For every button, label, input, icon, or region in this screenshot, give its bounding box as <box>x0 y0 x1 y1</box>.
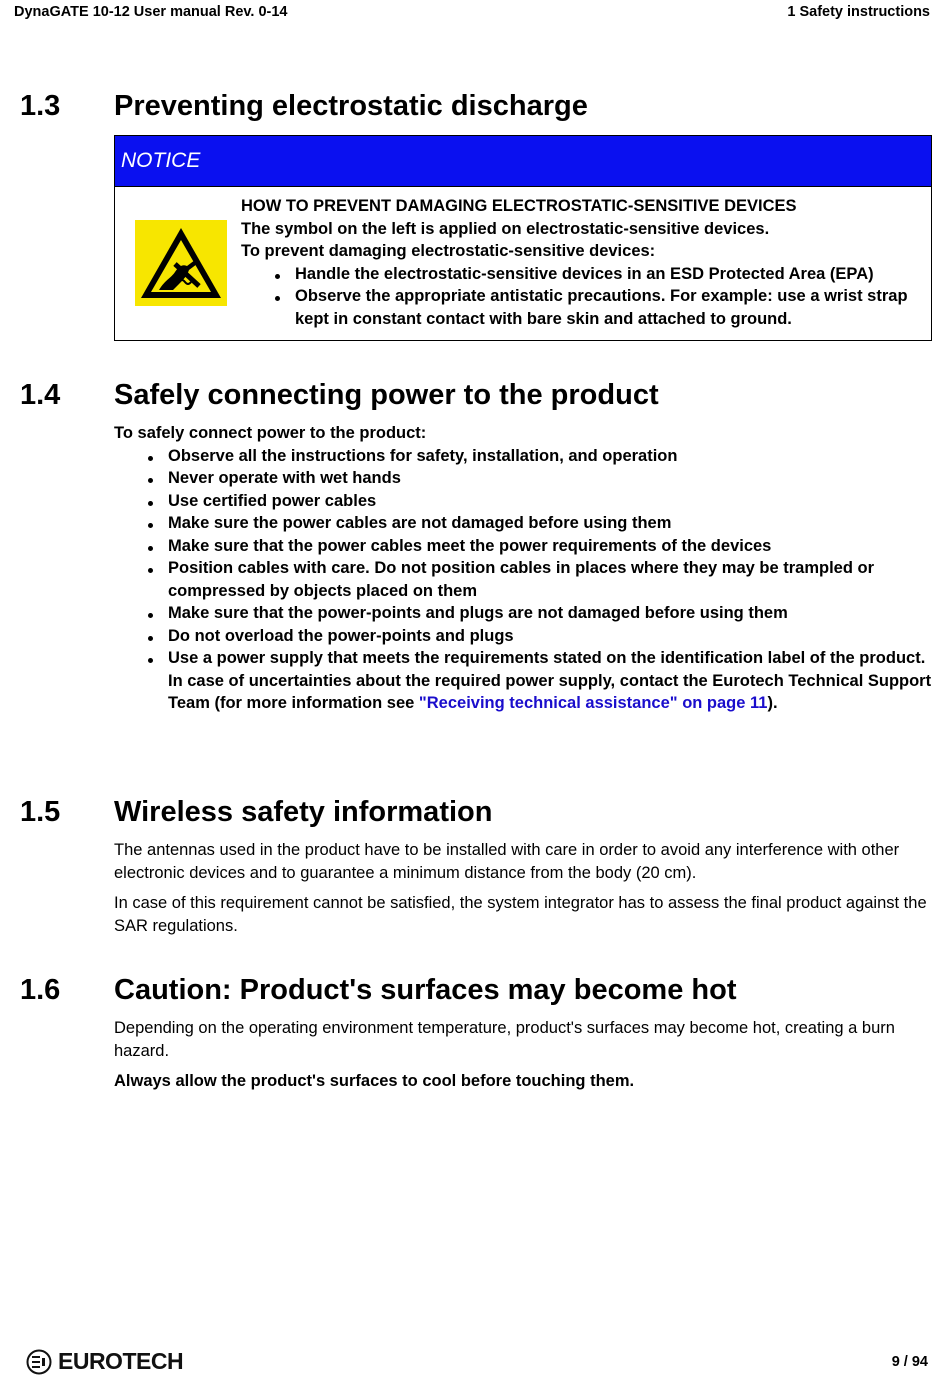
section-1-6 <box>20 973 932 1101</box>
list-item: Do not overload the power-points and plugs <box>114 625 932 648</box>
header-chapter: 1 Safety instructions <box>787 4 930 20</box>
list-item: Observe all the instructions for safety, installation, and operation <box>114 445 932 468</box>
eurotech-logo <box>26 1348 183 1375</box>
eurotech-logo-icon <box>26 1349 52 1375</box>
list-item: Make sure the power cables are not damaged before using them <box>114 512 932 535</box>
section-heading <box>20 973 932 1007</box>
section-heading <box>20 795 932 829</box>
notice-heading: HOW TO PREVENT DAMAGING ELECTROSTATIC-SENSITIVE DEVICES <box>241 197 797 215</box>
list-item <box>114 647 932 715</box>
section-number: 1.3 <box>20 90 61 122</box>
esd-warning-icon <box>135 220 227 306</box>
paragraph: In case of this requirement cannot be satisfied, the system integrator has to assess the final product against the SAR regulations. <box>114 894 927 935</box>
paragraph-bold: Always allow the product's surfaces to cool before touching them. <box>114 1072 635 1090</box>
section-1-4 <box>20 378 932 715</box>
header-document-title: DynaGATE 10-12 User manual Rev. 0-14 <box>14 4 288 20</box>
technical-assistance-link[interactable]: "Receiving technical assistance" on page 11 <box>418 694 768 712</box>
section-title: Safely connecting power to the product <box>114 379 659 411</box>
section-heading <box>20 89 932 123</box>
section-title: Caution: Product's surfaces may become hot <box>114 974 737 1006</box>
notice-box <box>114 135 932 341</box>
notice-line-2: To prevent damaging electrostatic-sensitive devices: <box>241 242 656 260</box>
list-item: Position cables with care. Do not position cables in places where they may be trampled or compressed by objects placed on them <box>114 557 932 602</box>
section-1-3 <box>20 89 932 341</box>
notice-list <box>241 263 925 331</box>
running-header <box>14 4 930 20</box>
section-number: 1.4 <box>20 379 61 411</box>
notice-line-1: The symbol on the left is applied on electrostatic-sensitive devices. <box>241 219 770 238</box>
section-number: 1.6 <box>20 974 61 1006</box>
page-number: 9 / 94 <box>891 1354 928 1370</box>
intro-text: To safely connect power to the product: <box>114 424 427 442</box>
logo-text: EUROTECH <box>58 1348 184 1374</box>
section-number: 1.5 <box>20 796 61 828</box>
list-item: Never operate with wet hands <box>114 467 932 490</box>
list-item: Handle the electrostatic-sensitive devices in an ESD Protected Area (EPA) <box>241 263 925 286</box>
list-item: Make sure that the power-points and plugs are not damaged before using them <box>114 602 932 625</box>
power-safety-list <box>114 445 932 715</box>
paragraph: The antennas used in the product have to be installed with care in order to avoid any interference with other electronic devices and to guarantee a minimum distance from the body (20 cm). <box>114 841 900 882</box>
list-item: Make sure that the power cables meet the power requirements of the devices <box>114 535 932 558</box>
section-title: Wireless safety information <box>114 796 493 828</box>
list-item: Use certified power cables <box>114 490 932 513</box>
list-item-end: ). <box>767 694 778 712</box>
notice-label: NOTICE <box>115 136 931 187</box>
section-heading <box>20 378 932 412</box>
section-1-5 <box>20 795 932 945</box>
list-item: Observe the appropriate antistatic precautions. For example: use a wrist strap kept in constant contact with bare skin and attached to ground. <box>241 285 925 330</box>
paragraph: Depending on the operating environment temperature, product's surfaces may become hot, creating a burn hazard. <box>114 1019 895 1060</box>
list-item-text: Use a power supply that meets the requirements stated on the identification label of the product. In case of uncertainties about the required power supply, contact the Eurotech Technical Support Team (for more information see <box>168 649 932 712</box>
section-title: Preventing electrostatic discharge <box>114 90 588 122</box>
